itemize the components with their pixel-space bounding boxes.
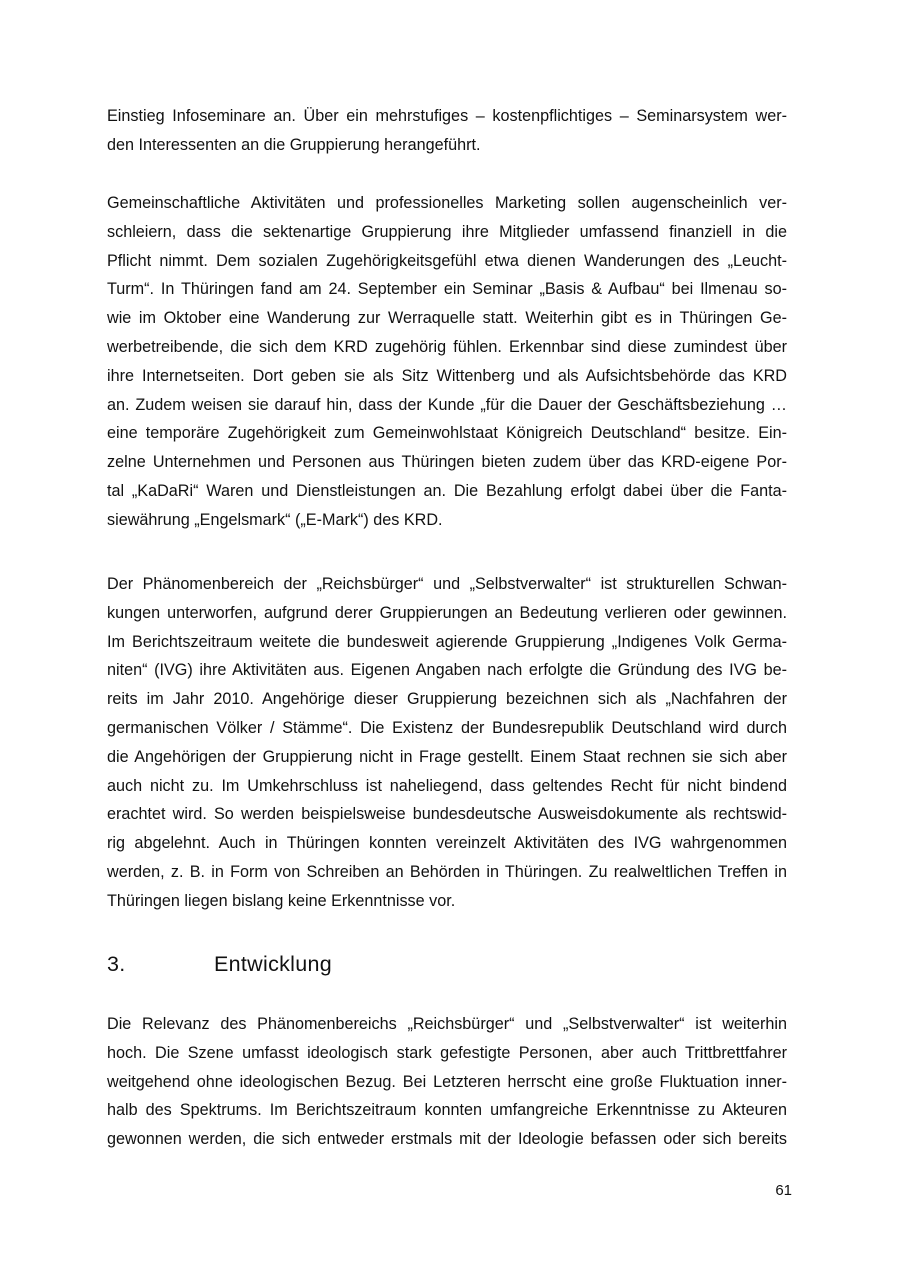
text-line: Thüringen liegen bislang keine Erkenntnisse vor. [107,891,456,910]
text-line: werbetreibende, die sich dem KRD zugehörig fühlen. Erkennbar sind diese zumindest über [107,337,787,356]
text-line: Turm“. In Thüringen fand am 24. September ein Seminar „Basis & Aufbau“ bei Ilmenau so- [107,280,787,299]
text-line: hoch. Die Szene umfasst ideologisch stark gefestigte Personen, aber auch Trittbrettfahrer [107,1043,787,1062]
text-line: Im Berichtszeitraum weitete die bundesweit agierende Gruppierung „Indigenes Volk Germa- [107,632,787,651]
text-line: siewährung „Engelsmark“ („E-Mark“) des KRD. [107,510,443,529]
paragraph-1 [107,102,787,160]
text-line: niten“ (IVG) ihre Aktivitäten aus. Eigenen Angaben nach erfolgte die Gründung des IVG be- [107,661,787,680]
text-line: ihre Internetseiten. Dort geben sie als Sitz Wittenberg und als Aufsichtsbehörde das KRD [107,366,787,385]
text-line: Der Phänomenbereich der „Reichsbürger“ und „Selbstverwalter“ ist strukturellen Schwan- [107,575,787,593]
text-line: tal „KaDaRi“ Waren und Dienstleistungen an. Die Bezahlung erfolgt dabei über die Fanta- [107,481,787,500]
text-line: gewonnen werden, die sich entweder erstmals mit der Ideologie befassen oder sich bereits [107,1130,787,1149]
text-line: kungen unterworfen, aufgrund derer Gruppierungen an Bedeutung verlieren oder gewinnen. [107,603,787,622]
section-number: 3. [107,952,126,976]
text-line: reits im Jahr 2010. Angehörige dieser Gruppierung bezeichnen sich als „Nachfahren der [107,690,787,709]
text-line: Gemeinschaftliche Aktivitäten und professionelles Marketing sollen augenscheinlich ver- [107,194,787,212]
text-line: germanischen Völker / Stämme“. Die Existenz der Bundesrepublik Deutschland wird durch [107,718,787,737]
text-line: erachtet wird. So werden beispielsweise bundesdeutsche Ausweisdokumente als rechtswid- [107,805,787,824]
text-line: wie im Oktober eine Wanderung zur Werraquelle statt. Weiterhin gibt es in Thüringen Ge- [107,309,787,328]
text-line: die Angehörigen der Gruppierung nicht in Frage gestellt. Einem Staat rechnen sie sich aber [107,747,787,766]
paragraph-2 [107,189,787,535]
text-line: an. Zudem weisen sie darauf hin, dass der Kunde „für die Dauer der Geschäftsbeziehung … [107,395,787,414]
text-line: zelne Unternehmen und Personen aus Thüringen bieten zudem über das KRD-eigene Por- [107,453,787,472]
paragraph-3 [107,570,787,916]
text-line: rig abgelehnt. Auch in Thüringen konnten vereinzelt Aktivitäten des IVG wahrgenommen [107,834,787,853]
section-title: Entwicklung [214,952,333,976]
text-line: werden, z. B. in Form von Schreiben an Behörden in Thüringen. Zu realweltlichen Treffen in [107,862,787,881]
text-line: eine temporäre Zugehörigkeit zum Gemeinwohlstaat Königreich Deutschland“ besitze. Ein- [107,424,787,443]
text-line: Die Relevanz des Phänomenbereichs „Reichsbürger“ und „Selbstverwalter“ ist weiterhin [107,1015,787,1033]
text-line: Pflicht nimmt. Dem sozialen Zugehörigkeitsgefühl etwa dienen Wanderungen des „Leucht- [107,251,787,270]
text-line: den Interessenten an die Gruppierung herangeführt. [107,135,481,154]
page-number: 61 [775,1182,792,1199]
text-line: auch nicht zu. Im Umkehrschluss ist naheliegend, dass geltendes Recht für nicht bindend [107,776,787,795]
paragraph-4 [107,1010,787,1154]
text-line: halb des Spektrums. Im Berichtszeitraum konnten umfangreiche Erkenntnisse zu Akteuren [107,1101,787,1120]
text-line: Einstieg Infoseminare an. Über ein mehrstufiges – kostenpflichtiges – Seminarsystem wer- [107,107,787,125]
text-line: weitgehend ohne ideologischen Bezug. Bei Letzteren herrscht eine große Fluktuation inner- [107,1072,787,1091]
text-line: schleiern, dass die sektenartige Gruppierung ihre Mitglieder umfassend finanziell in die [107,222,787,241]
